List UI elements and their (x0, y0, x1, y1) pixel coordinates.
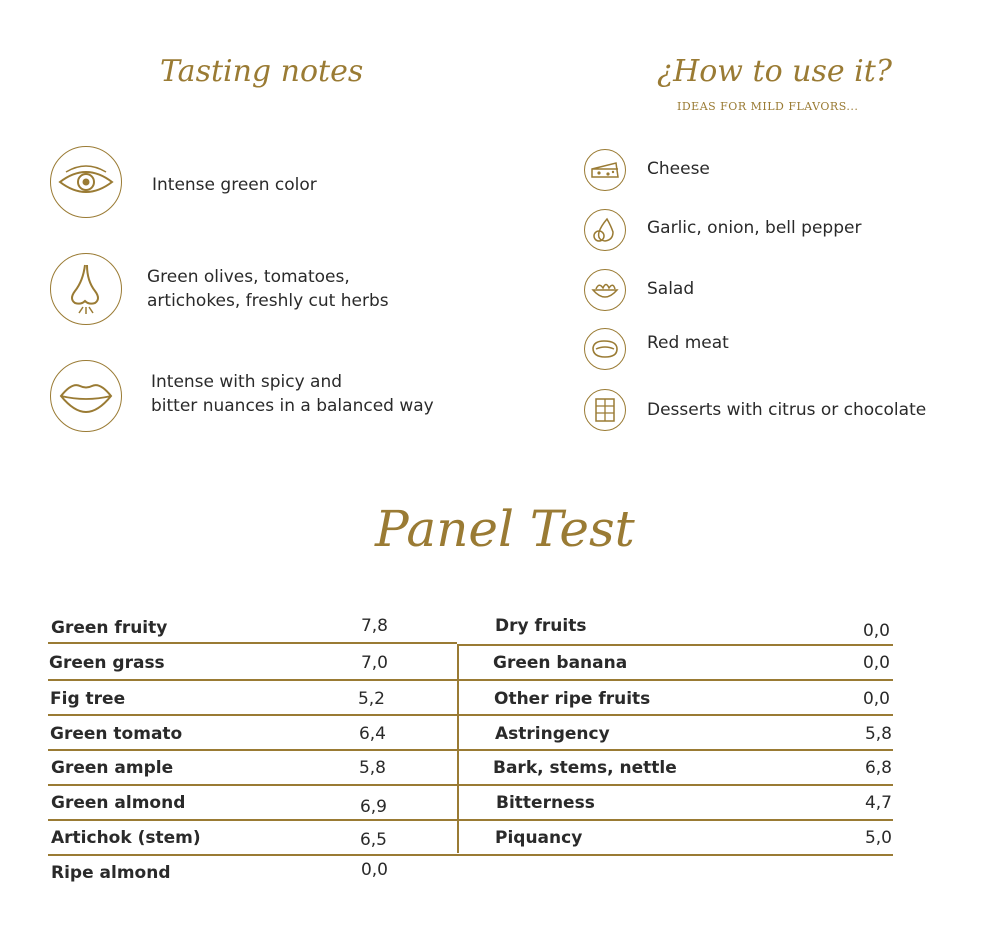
attribute-name: Green banana (493, 653, 628, 673)
use-red-meat: Red meat (647, 333, 729, 353)
attribute-name: Astringency (495, 724, 610, 744)
attribute-value: 0,0 (862, 689, 890, 709)
attribute-value: 5,2 (357, 689, 385, 709)
use-garlic: Garlic, onion, bell pepper (647, 218, 862, 238)
attribute-name: Green grass (49, 653, 165, 673)
steak-icon (584, 328, 626, 370)
panel-row (51, 610, 388, 644)
attribute-value: 6,9 (359, 797, 387, 817)
how-to-use-subtitle: IDEAS FOR MILD FLAVORS... (677, 100, 859, 113)
attribute-value: 7,8 (360, 616, 388, 636)
attribute-name: Bark, stems, nettle (493, 758, 677, 778)
cheese-icon (584, 149, 626, 191)
attribute-name: Bitterness (496, 793, 595, 813)
panel-row (494, 681, 890, 715)
attribute-name: Other ripe fruits (494, 689, 651, 709)
attribute-value: 0,0 (360, 860, 388, 880)
panel-row (493, 645, 890, 679)
tasting-note-taste: Intense with spicy and bitter nuances in a balanced way (151, 372, 434, 416)
panel-row (51, 855, 388, 889)
panel-row (493, 750, 892, 784)
panel-test-title: Panel Test (375, 500, 635, 558)
attribute-name: Green almond (51, 793, 186, 813)
panel-row (495, 820, 892, 854)
panel-row (50, 716, 386, 750)
lips-icon (50, 360, 122, 432)
tasting-notes-title: Tasting notes (160, 54, 364, 89)
attribute-value: 5,8 (864, 724, 892, 744)
row-divider (457, 854, 893, 856)
tasting-note-aroma: Green olives, tomatoes, artichokes, freshly cut herbs (147, 267, 389, 311)
attribute-name: Ripe almond (51, 863, 171, 883)
eye-icon (50, 146, 122, 218)
attribute-name: Dry fruits (495, 616, 587, 636)
use-desserts: Desserts with citrus or chocolate (647, 400, 927, 420)
attribute-value: 0,0 (862, 621, 890, 641)
attribute-name: Green tomato (50, 724, 183, 744)
attribute-value: 6,4 (358, 724, 386, 744)
row-divider (48, 642, 457, 644)
attribute-value: 4,7 (864, 793, 892, 813)
attribute-name: Green fruity (51, 618, 168, 638)
panel-row (495, 610, 890, 644)
attribute-value: 5,0 (864, 828, 892, 848)
attribute-value: 0,0 (862, 653, 890, 673)
panel-row (51, 785, 387, 819)
chocolate-icon (584, 389, 626, 431)
panel-row (496, 785, 892, 819)
how-to-use-title: ¿How to use it? (657, 54, 892, 89)
salad-icon (584, 269, 626, 311)
attribute-value: 5,8 (358, 758, 386, 778)
attribute-name: Fig tree (50, 689, 126, 709)
attribute-value: 7,0 (360, 653, 388, 673)
attribute-name: Green ample (51, 758, 174, 778)
panel-row (51, 820, 387, 854)
garlic-icon (584, 209, 626, 251)
attribute-name: Artichok (stem) (51, 828, 201, 848)
panel-row (495, 716, 892, 750)
tasting-note-color: Intense green color (152, 175, 317, 195)
attribute-name: Piquancy (495, 828, 583, 848)
use-salad: Salad (647, 279, 695, 299)
panel-row (49, 645, 388, 679)
panel-row (51, 750, 386, 784)
attribute-value: 6,8 (864, 758, 892, 778)
panel-row (50, 681, 385, 715)
attribute-value: 6,5 (359, 830, 387, 850)
nose-icon (50, 253, 122, 325)
use-cheese: Cheese (647, 159, 710, 179)
